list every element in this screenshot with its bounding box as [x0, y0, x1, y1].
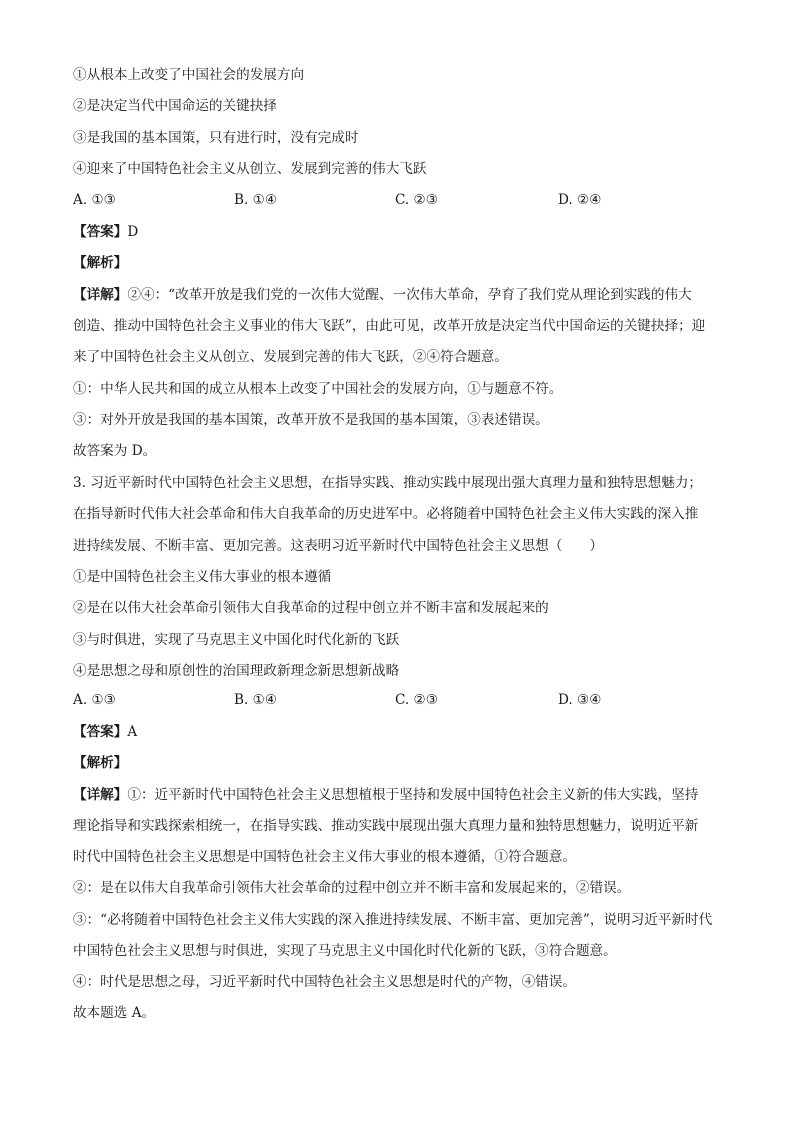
options-row [73, 690, 733, 710]
detail-label: 【详解】 [73, 787, 128, 803]
statement-1: ①是中国特色社会主义伟大事业的根本遵循 [73, 569, 332, 585]
statement-3: ③是我国的基本国策，只有进行时，没有完成时 [73, 130, 359, 146]
answer-value: A [127, 724, 138, 740]
question-stem: 在指导新时代伟大社会革命和伟大自我革命的历史进军中。必将随着中国特色社会主义伟大实践的深入推 [73, 506, 699, 522]
option-c: C. ②③ [395, 192, 438, 208]
statement-4: ④迎来了中国特色社会主义从创立、发展到完善的伟大飞跃 [73, 161, 427, 177]
note-line: ④：时代是思想之母，习近平新时代中国特色社会主义思想是时代的产物，④错误。 [73, 974, 576, 990]
question-stem: 3. 习近平新时代中国特色社会主义思想，在指导实践、推动实践中展现出强大真理力量和独特思想魅力； [73, 475, 703, 491]
option-b: B. ①④ [234, 692, 278, 708]
option-a: A. ①③ [73, 192, 116, 208]
detail-line [73, 285, 733, 305]
detail-line: 创造、推动中国特色社会主义事业的伟大飞跃”，由此可见，改革开放是决定当代中国命运的关键抉择；迎 [73, 318, 706, 334]
option-a: A. ①③ [73, 692, 116, 708]
detail-line [73, 785, 733, 805]
note-line: ③：“必将随着中国特色社会主义伟大实践的深入推进持续发展、不断丰富、更加完善”，说明习近平新时代 [73, 912, 713, 928]
detail-line: 理论指导和实践探索相统一，在指导实践、推动实践中展现出强大真理力量和独特思想魅力，说明近平新 [73, 818, 699, 834]
statement-2: ②是在以伟大社会革命引领伟大自我革命的过程中创立并不断丰富和发展起来的 [73, 600, 549, 616]
option-d: D. ③④ [558, 692, 602, 708]
answer-value: D [127, 224, 139, 240]
option-d: D. ②④ [558, 192, 602, 208]
note-line: ②：是在以伟大自我革命引领伟大社会革命的过程中创立并不断丰富和发展起来的，②错误。 [73, 880, 631, 896]
statement-1: ①从根本上改变了中国社会的发展方向 [73, 67, 305, 83]
question-stem: 进持续发展、不断丰富、更加完善。这表明习近平新时代中国特色社会主义思想（ ） [73, 538, 604, 554]
answer-label: 【答案】 [73, 224, 128, 240]
answer-line [73, 722, 733, 742]
conclusion-line: 故本题选 A。 [73, 1005, 156, 1021]
detail-text: ②④：“改革开放是我们党的一次伟大觉醒、一次伟大革命，孕育了我们党从理论到实践的伟大 [127, 287, 692, 303]
analysis-label: 【解析】 [73, 255, 128, 271]
detail-line: 时代中国特色社会主义思想是中国特色社会主义伟大事业的根本遵循，①符合题意。 [73, 849, 576, 865]
note-line: ①：中华人民共和国的成立从根本上改变了中国社会的发展方向，①与题意不符。 [73, 381, 563, 397]
answer-line [73, 222, 733, 242]
conclusion-line: 故答案为 D。 [73, 443, 157, 459]
options-row [73, 190, 733, 210]
statement-3: ③与时俱进，实现了马克思主义中国化时代化新的飞跃 [73, 632, 400, 648]
answer-label: 【答案】 [73, 724, 128, 740]
analysis-label: 【解析】 [73, 755, 128, 771]
detail-line: 来了中国特色社会主义从创立、发展到完善的伟大飞跃，②④符合题意。 [73, 349, 508, 365]
note-line: ③：对外开放是我国的基本国策，改革开放不是我国的基本国策，③表述错误。 [73, 412, 549, 428]
detail-text: ①：近平新时代中国特色社会主义思想植根于坚持和发展中国特色社会主义新的伟大实践，坚持 [127, 787, 699, 803]
statement-2: ②是决定当代中国命运的关键抉择 [73, 98, 277, 114]
statement-4: ④是思想之母和原创性的治国理政新理念新思想新战略 [73, 663, 400, 679]
option-b: B. ①④ [234, 192, 278, 208]
detail-label: 【详解】 [73, 287, 128, 303]
note-line: 中国特色社会主义思想与时俱进，实现了马克思主义中国化时代化新的飞跃，③符合题意。 [73, 943, 617, 959]
option-c: C. ②③ [395, 692, 438, 708]
